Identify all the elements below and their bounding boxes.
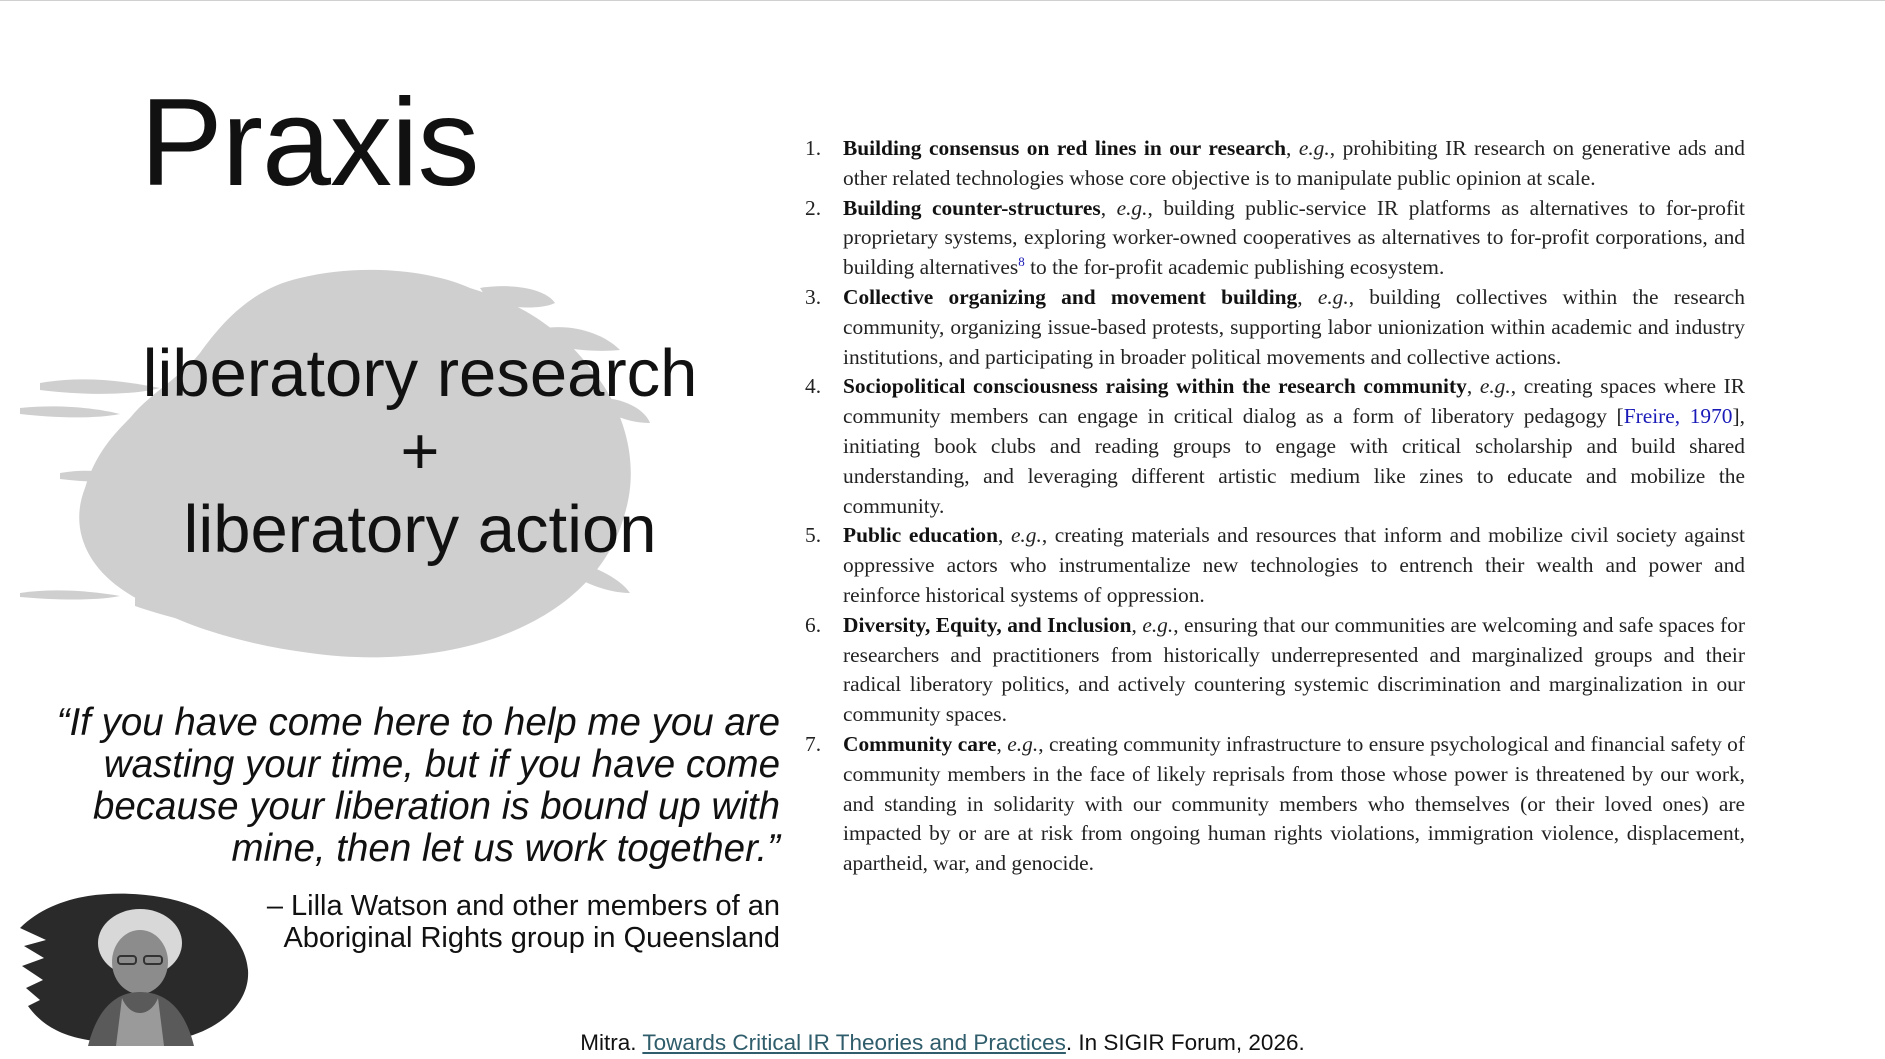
item-number: 3. (805, 284, 822, 309)
item-text: building collectives within the research community, organizing issue-based protests, supporting labor unionization within academic and industry institutions, and participating in broader political movements and collective actions. (843, 284, 1745, 369)
citation-venue: . In SIGIR Forum, 2026. (1065, 1030, 1305, 1055)
attribution-line: Aboriginal Rights group in Queensland (283, 922, 780, 954)
slide-title: Praxis (140, 74, 479, 212)
portrait-photo (18, 888, 250, 1046)
list-item: 1. Building consensus on red lines in our research, e.g., prohibiting IR research on generative ads and other related technologies whose core objective is to manipulate public opinion at scale. (805, 136, 1745, 190)
slide-top-border (0, 0, 1885, 1)
item-number: 7. (805, 731, 822, 756)
lilla-watson-quote (40, 702, 780, 870)
item-number: 6. (805, 612, 822, 637)
quote-line: wasting your time, but if you have come (103, 743, 780, 786)
item-number: 1. (805, 136, 822, 160)
item-text: creating materials and resources that inform and mobilize civil society against oppressive actors who instrumentalize new technologies to entrench their wealth and power and reinforce historical systems of oppression. (843, 523, 1745, 607)
formula-line-research: liberatory research (142, 336, 698, 411)
item-heading: Diversity, Equity, and Inclusion (843, 612, 1132, 637)
list-item: 6. Diversity, Equity, and Inclusion, e.g., ensuring that our communities are welcoming and safe spaces for researchers and practitioners from historically underrepresented and marginalized groups and their radical liberatory politics, and actively countering systemic discrimination and marginalization in our community spaces. (805, 612, 1746, 727)
quote-attribution (230, 890, 780, 954)
quote-line: mine, then let us work together.” (231, 827, 780, 870)
paper-excerpt-list (795, 134, 1745, 879)
eg-label: e.g. (1317, 284, 1349, 309)
item-heading: Public education (843, 523, 998, 548)
list-item: 5. Public education, e.g., creating materials and resources that inform and mobilize civil society against oppressive actors who instrumentalize new technologies to entrench their wealth and power and reinforce historical systems of oppression. (805, 523, 1745, 607)
eg-label: e.g. (1479, 374, 1511, 399)
eg-label: e.g. (1142, 612, 1174, 637)
eg-label: e.g. (1007, 731, 1039, 756)
item-text: prohibiting IR research on generative ads and other related technologies whose core objective is to manipulate public opinion at scale. (843, 136, 1745, 190)
item-heading: Building consensus on red lines in our research (843, 136, 1287, 160)
source-citation (0, 1030, 1885, 1056)
item-number: 4. (805, 374, 822, 399)
quote-line: because your liberation is bound up with (92, 785, 780, 828)
item-number: 5. (805, 523, 822, 548)
item-text: to the for-profit academic publishing ecosystem. (1024, 255, 1445, 280)
citation-link-freire[interactable]: Freire, 1970 (1623, 404, 1733, 429)
paper-link[interactable]: Towards Critical IR Theories and Practices (642, 1030, 1066, 1055)
face-shape (112, 930, 168, 994)
item-text: ensuring that our communities are welcoming and safe spaces for researchers and practitioners from historically underrepresented and marginalized groups and their radical liberatory politics, and actively countering systemic discrimination and marginalization in our community spaces. (843, 612, 1746, 727)
formula-line-action: liberatory action (183, 492, 657, 567)
eg-label: e.g. (1298, 136, 1330, 160)
item-heading: Community care (843, 731, 997, 756)
formula-plus: + (400, 414, 440, 489)
quote-line: “If you have come here to help me you are (56, 701, 780, 744)
eg-label: e.g. (1116, 195, 1148, 220)
item-text: building public-service IR platforms as alternatives to for-profit proprietary systems, exploring worker-owned cooperatives as alternatives to for-profit corporations, and building alternatives (843, 195, 1745, 280)
citation-author: Mitra. (580, 1030, 643, 1055)
list-item: 4. Sociopolitical consciousness raising within the research community, e.g., creating spaces where IR community members can engage in critical dialog as a form of liberatory pedagogy [Freire, 1970], initiating book clubs and reading groups to engage with critical scholarship and build shared understanding, and leveraging different artistic medium like zines to educate and mobilize the community. (805, 374, 1746, 518)
item-text: creating community infrastructure to ensure psychological and financial safety of community members in the face of likely reprisals from those whose power is threatened by our work, and standing in solidarity with our community members who themselves (or their loved ones) are impacted by or are at risk from ongoing human rights violations, immigration violence, displacement, apartheid, war, and genocide. (843, 731, 1745, 876)
item-heading: Sociopolitical consciousness raising within the research community (843, 374, 1467, 399)
attribution-line: – Lilla Watson and other members of an (266, 890, 780, 922)
eg-label: e.g. (1010, 523, 1042, 548)
item-text: creating spaces where IR community members can engage in critical dialog as a form of liberatory pedagogy [ (843, 374, 1746, 429)
praxis-formula (80, 335, 760, 569)
item-heading: Building counter-structures (843, 195, 1101, 220)
footnote-link[interactable]: 8 (1018, 254, 1025, 270)
list-item: 2. Building counter-structures, e.g., building public-service IR platforms as alternatives to for-profit proprietary systems, exploring worker-owned cooperatives as alternatives to for-profit corporations, and building alternatives$^8$ to the for-profit academic publishing ecosystem. (805, 195, 1745, 280)
list-item: 7. Community care, e.g., creating community infrastructure to ensure psychological and financial safety of community members in the face of likely reprisals from those whose power is threatened by our work, and standing in solidarity with our community members who themselves (or their loved ones) are impacted by or are at risk from ongoing human rights violations, immigration violence, displacement, apartheid, war, and genocide. (805, 731, 1745, 876)
item-heading: Collective organizing and movement building (843, 284, 1298, 309)
item-number: 2. (805, 195, 822, 220)
item-text: ], initiating book clubs and reading groups to engage with critical scholarship and build shared understanding, and leveraging different artistic medium like zines to educate and mobilize the community. (843, 404, 1745, 518)
list-item: 3. Collective organizing and movement building, e.g., building collectives within the research community, organizing issue-based protests, supporting labor unionization within academic and industry institutions, and participating in broader political movements and collective actions. (805, 284, 1745, 369)
